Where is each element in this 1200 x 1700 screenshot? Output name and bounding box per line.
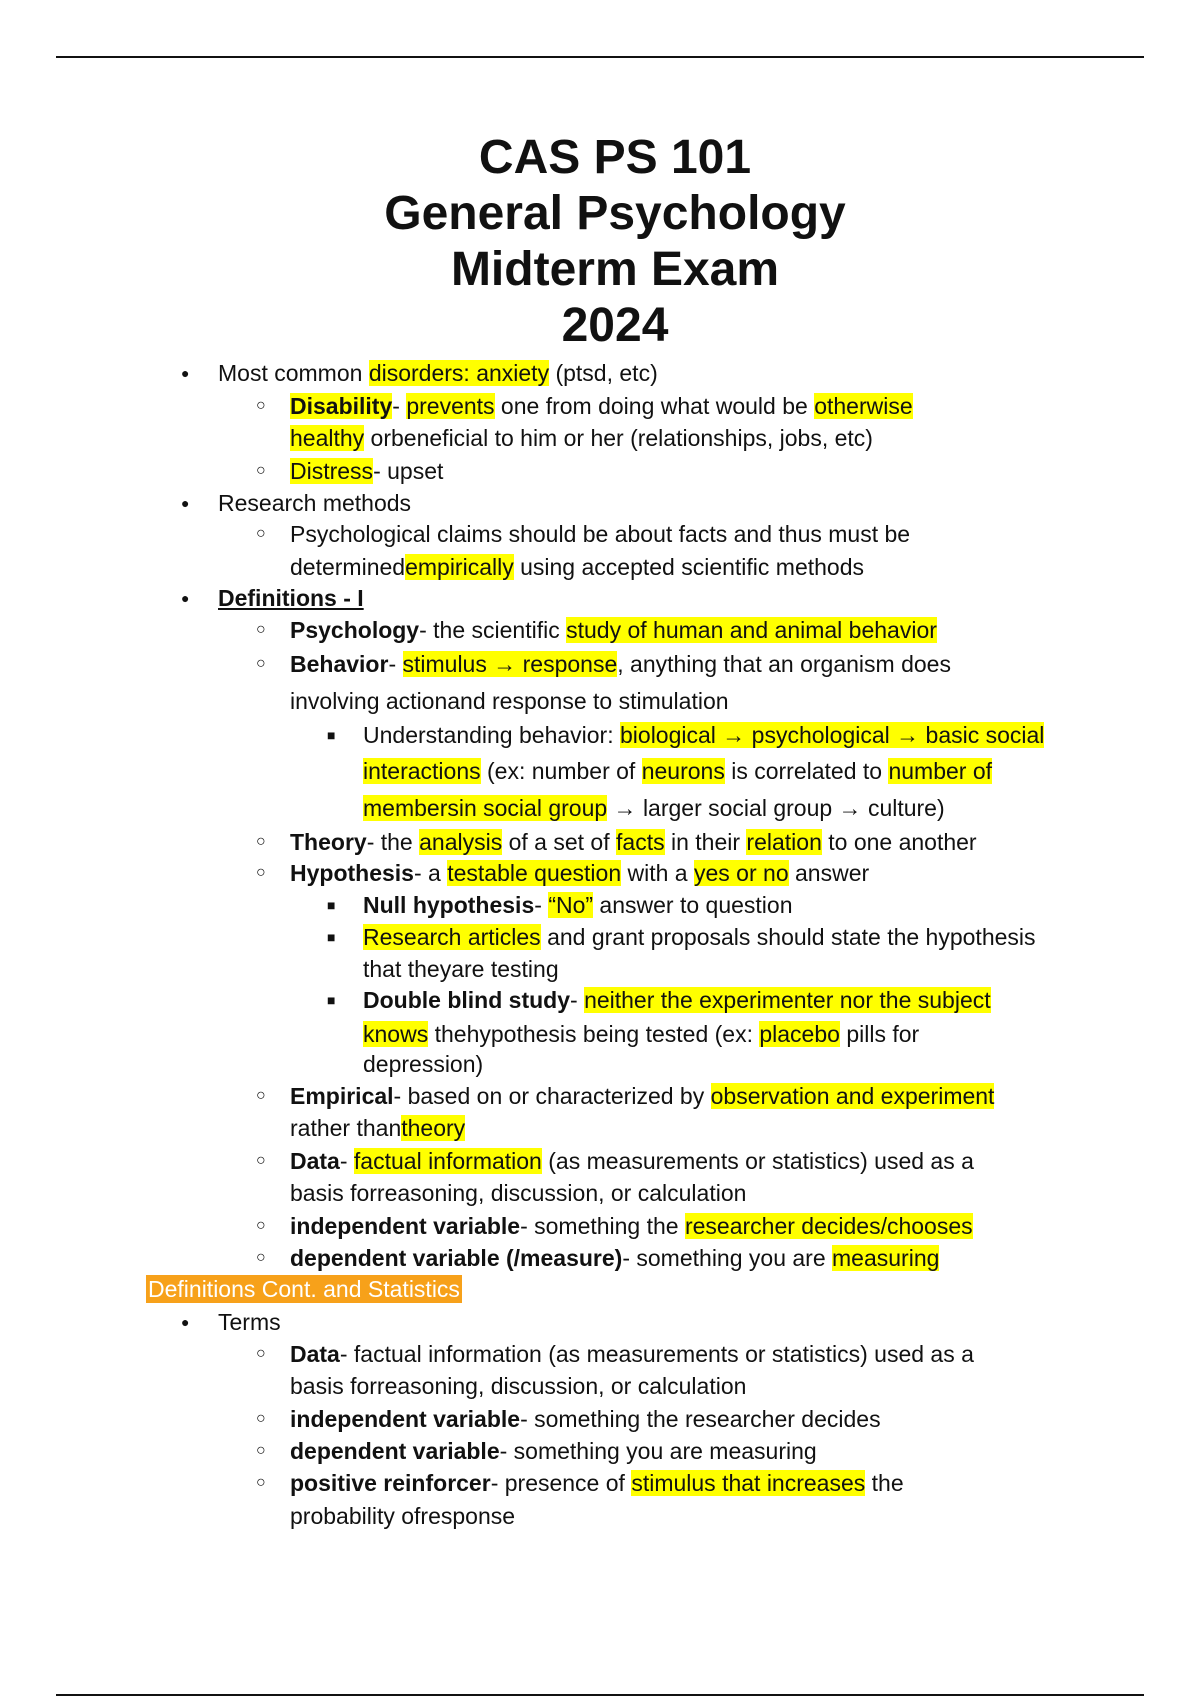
bullet-double-blind-cont-1: knows thehypothesis being tested (ex: placebo pills for [363,1021,920,1047]
bullet-null-hypothesis: ■ Null hypothesis- “No” answer to question [363,891,793,919]
title-line-exam: Midterm Exam [450,243,780,296]
section-heading-definitions-cont: Definitions Cont. and Statistics [148,1276,460,1302]
bullet-psych-claims: ○ Psychological claims should be about facts and thus must be [290,520,910,548]
top-rule [56,56,1144,58]
bullet-understanding-cont-1: interactions (ex: number of neurons is correlated to number of [363,758,993,784]
bullet-theory: ○ Theory- the analysis of a set of facts in their relation to one another [290,828,977,856]
bullet-distress: ○ Distress- upset [290,457,443,485]
title-line-subject: General Psychology [384,187,846,240]
bullet-terms: ● Terms [218,1308,281,1336]
bullet-empirical: ○ Empirical- based on or characterized by observation and experiment [290,1082,994,1110]
title-line-course: CAS PS 101 [478,131,752,184]
bullet-disability: ○ Disability- prevents one from doing what would be otherwise [290,392,913,420]
bullet-disability-cont: healthy orbeneficial to him or her (relationships, jobs, etc) [290,425,873,451]
bullet-psychology: ○ Psychology- the scientific study of human and animal behavior [290,616,937,644]
bullet-positive-reinforcer: ○ positive reinforcer- presence of stimulus that increases the [290,1469,904,1497]
bullet-psych-claims-cont: determinedempirically using accepted scientific methods [290,554,865,580]
bullet-independent-variable-2: ○ independent variable- something the researcher decides [290,1405,881,1433]
document-title [0,130,1200,354]
bullet-behavior-cont: involving actionand response to stimulation [290,688,729,714]
bullet-dependent-variable-2: ○ dependent variable- something you are measuring [290,1437,817,1465]
bullet-dependent-variable: ○ dependent variable (/measure)- something you are measuring [290,1244,939,1272]
bullet-data-2: ○ Data- factual information (as measurements or statistics) used as a [290,1340,974,1368]
heading-definitions-i: ● Definitions - I [218,584,364,612]
title-line-year: 2024 [561,299,669,352]
bullet-empirical-cont: rather thantheory [290,1115,466,1141]
bullet-data: ○ Data- factual information (as measurements or statistics) used as a [290,1147,974,1175]
bullet-hypothesis: ○ Hypothesis- a testable question with a yes or no answer [290,859,869,887]
bullet-double-blind-cont-2: depression) [363,1051,484,1077]
bullet-double-blind: ■ Double blind study- neither the experimenter nor the subject [363,986,991,1014]
bullet-data-2-cont: basis forreasoning, discussion, or calculation [290,1373,747,1399]
bullet-research-methods: ● Research methods [218,489,411,517]
bullet-understanding-cont-2: membersin social group → larger social group → culture) [363,795,945,821]
bullet-disorders: ● Most common disorders: anxiety (ptsd, etc) [218,359,658,387]
bullet-research-articles: ■ Research articles and grant proposals should state the hypothesis [363,923,1036,951]
bullet-research-articles-cont: that theyare testing [363,956,559,982]
bottom-rule [56,1694,1144,1696]
bullet-behavior: ○ Behavior- stimulus → response, anything that an organism does [290,650,951,678]
bullet-understanding-behavior: ■ Understanding behavior: biological → psychological → basic social [363,721,1044,749]
bullet-positive-reinforcer-cont: probability ofresponse [290,1503,516,1529]
bullet-data-cont: basis forreasoning, discussion, or calculation [290,1180,747,1206]
bullet-independent-variable: ○ independent variable- something the researcher decides/chooses [290,1212,973,1240]
